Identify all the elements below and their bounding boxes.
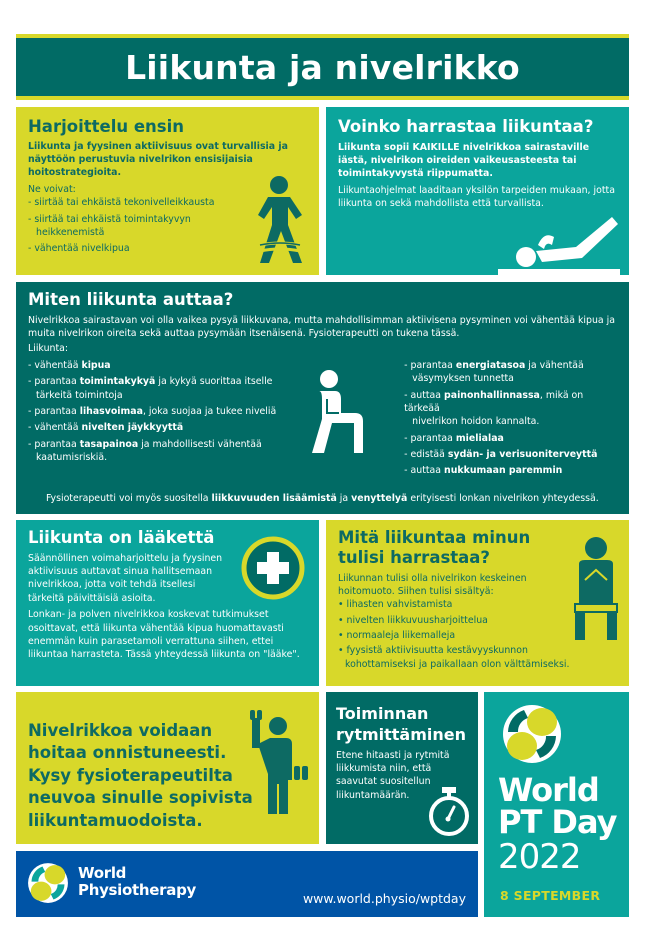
panel-body: Etene hitaasti ja rytmitä liikkumista niin, että saavutat suositellun liikuntamäärän.	[336, 749, 450, 801]
title-banner	[16, 34, 629, 100]
stopwatch-icon	[426, 787, 472, 837]
dumbbell-person-icon	[248, 708, 310, 818]
panel-harjoittelu-ensin	[16, 107, 319, 275]
seated-person-icon	[571, 536, 621, 641]
world-pt-logo-icon	[500, 702, 564, 766]
panel-lead: Liikunta ja fyysinen aktiivisuus ovat turvallisia ja näyttöön perustuvia nivelrikon ensisijaisia hoitostrategioita.	[28, 140, 288, 179]
panel-toiminnan-rytmittaminen	[326, 692, 478, 844]
panel-voinko-harrastaa	[326, 107, 629, 275]
website-link[interactable]: www.world.physio/wptday	[302, 891, 466, 906]
panel-lead: Liikunta sopii KAIKILLE nivelrikkoa sairastaville iästä, nivelrikon oireiden vaikeusasteesta tai toimintakyvystä riippumatta.	[338, 141, 590, 180]
panel-heading: Toiminnan rytmittäminen	[336, 704, 467, 744]
panel-body: Liikuntaohjelmat laaditaan yksilön tarpeiden mukaan, jotta liikunta on sekä mahdollista että turvallista.	[338, 184, 615, 210]
page-title: Liikunta ja nivelrikko	[125, 47, 520, 87]
panel-liikunta-on-laaketta	[16, 520, 319, 686]
list-item: - parantaa energiatasoa ja vähentää väsymyksen tunnetta	[404, 359, 584, 385]
panel-heading: Harjoittelu ensin	[28, 117, 185, 136]
panel-miten-liikunta-auttaa	[16, 282, 629, 514]
benefit-list-left	[28, 359, 297, 481]
list-item: - vähentää nivelten jäykkyyttä	[28, 422, 184, 434]
world-pt-day-date: 8 SEPTEMBER	[500, 888, 601, 903]
world-physiotherapy-logo-icon	[26, 861, 70, 905]
callout-text: Nivelrikkoa voidaan hoitaa onnistuneesti. Kysy fysioterapeutilta neuvoa sinulle sopivista liikuntamuodoista.	[28, 721, 253, 830]
list-item: - parantaa mielialaa	[404, 432, 504, 444]
panel-intro: Nivelrikkoa sairastavan voi olla vaikea pysyä liikkuvana, mutta mahdollisimman aktiivisena pysyminen voi vähentää kipua ja muita nivelrikon oireita sekä auttaa pysymään itsenäisenä. Fysioterapeutti on tukena tässä.	[28, 314, 615, 340]
panel-body: Lonkan- ja polven nivelrikkoa koskevat tutkimukset osoittavat, että liikunta vähentää kipua huomattavasti enemmän kuin parasetamoli verrattuna siihen, ettei liikuntaa harrasteta. Tässä yhteydessä liikunta on "lääke".	[28, 609, 300, 661]
org-name: World Physiotherapy	[78, 864, 196, 899]
list-item: - vähentää nivelkipua	[28, 243, 130, 255]
benefit-list-right	[404, 359, 617, 481]
panel-heading: Voinko harrastaa liikuntaa?	[338, 117, 594, 136]
list-item: • nivelten liikkuvuusharjoittelua	[338, 614, 488, 626]
medical-cross-icon	[241, 536, 305, 600]
list-item: - edistää sydän- ja verisuoniterveyttä	[404, 448, 598, 460]
panel-label: Liikunta:	[28, 343, 69, 355]
list-item: • normaaleja liikemalleja	[338, 629, 456, 641]
list-item: - siirtää tai ehkäistä toimintakyvyn heikkenemistä	[28, 213, 191, 238]
resistance-band-person-icon	[246, 175, 316, 270]
list-item: - siirtää tai ehkäistä tekonivelleikkausta	[28, 197, 215, 209]
footer-bar	[16, 851, 478, 917]
panel-body: Säännöllinen voimaharjoittelu ja fyysinen aktiivisuus auttavat sinua hallitsemaan nivelrikkoa, jotta voit tehdä itsellesi tärkeitä päivittäisiä asioita.	[28, 552, 223, 604]
list-item: • fyysistä aktiivisuutta kestävyyskunnon kohottamiseksi ja paikallaan olon välttämiseksi.	[338, 645, 570, 670]
world-pt-day-title: World PT Day	[498, 771, 617, 841]
list-item: - auttaa painonhallinnassa, mikä on tärkeää nivelrikon hoidon kannalta.	[404, 389, 584, 428]
lying-leg-raise-icon	[494, 215, 624, 275]
panel-heading: Liikunta on lääkettä	[28, 528, 215, 547]
panel-body: Liikunnan tulisi olla nivelrikon keskeinen hoitomuoto. Siihen tulisi sisältyä:	[338, 572, 527, 597]
list-item: - auttaa nukkumaan paremmin	[404, 465, 563, 477]
panel-kysy-fysioterapeutilta	[16, 692, 319, 844]
panel-heading: Miten liikunta auttaa?	[28, 290, 234, 309]
panel-footer-note: Fysioterapeutti voi myös suositella liikkuvuuden lisäämistä ja venyttelyä erityisesti lonkan nivelrikon yhteydessä.	[46, 493, 599, 504]
list-item: - parantaa lihasvoimaa, joka suojaa ja tukee niveliä	[28, 405, 277, 417]
panel-subheading: Ne voivat:	[28, 183, 76, 195]
list-item: - vähentää kipua	[28, 359, 111, 371]
list-item: - parantaa toimintakykyä ja kykyä suorittaa itselle tärkeitä toimintoja	[28, 376, 273, 401]
panel-mita-liikuntaa	[326, 520, 629, 686]
panel-heading: Mitä liikuntaa minun tulisi harrastaa?	[338, 528, 531, 567]
list-item: - parantaa tasapainoa ja mahdollisesti vähentää kaatumisriskiä.	[28, 438, 262, 463]
world-pt-day-year: 2022	[498, 837, 581, 877]
list-item: • lihasten vahvistamista	[338, 599, 453, 611]
kneeling-lunge-icon	[307, 369, 367, 459]
panel-world-pt-day	[484, 692, 629, 917]
